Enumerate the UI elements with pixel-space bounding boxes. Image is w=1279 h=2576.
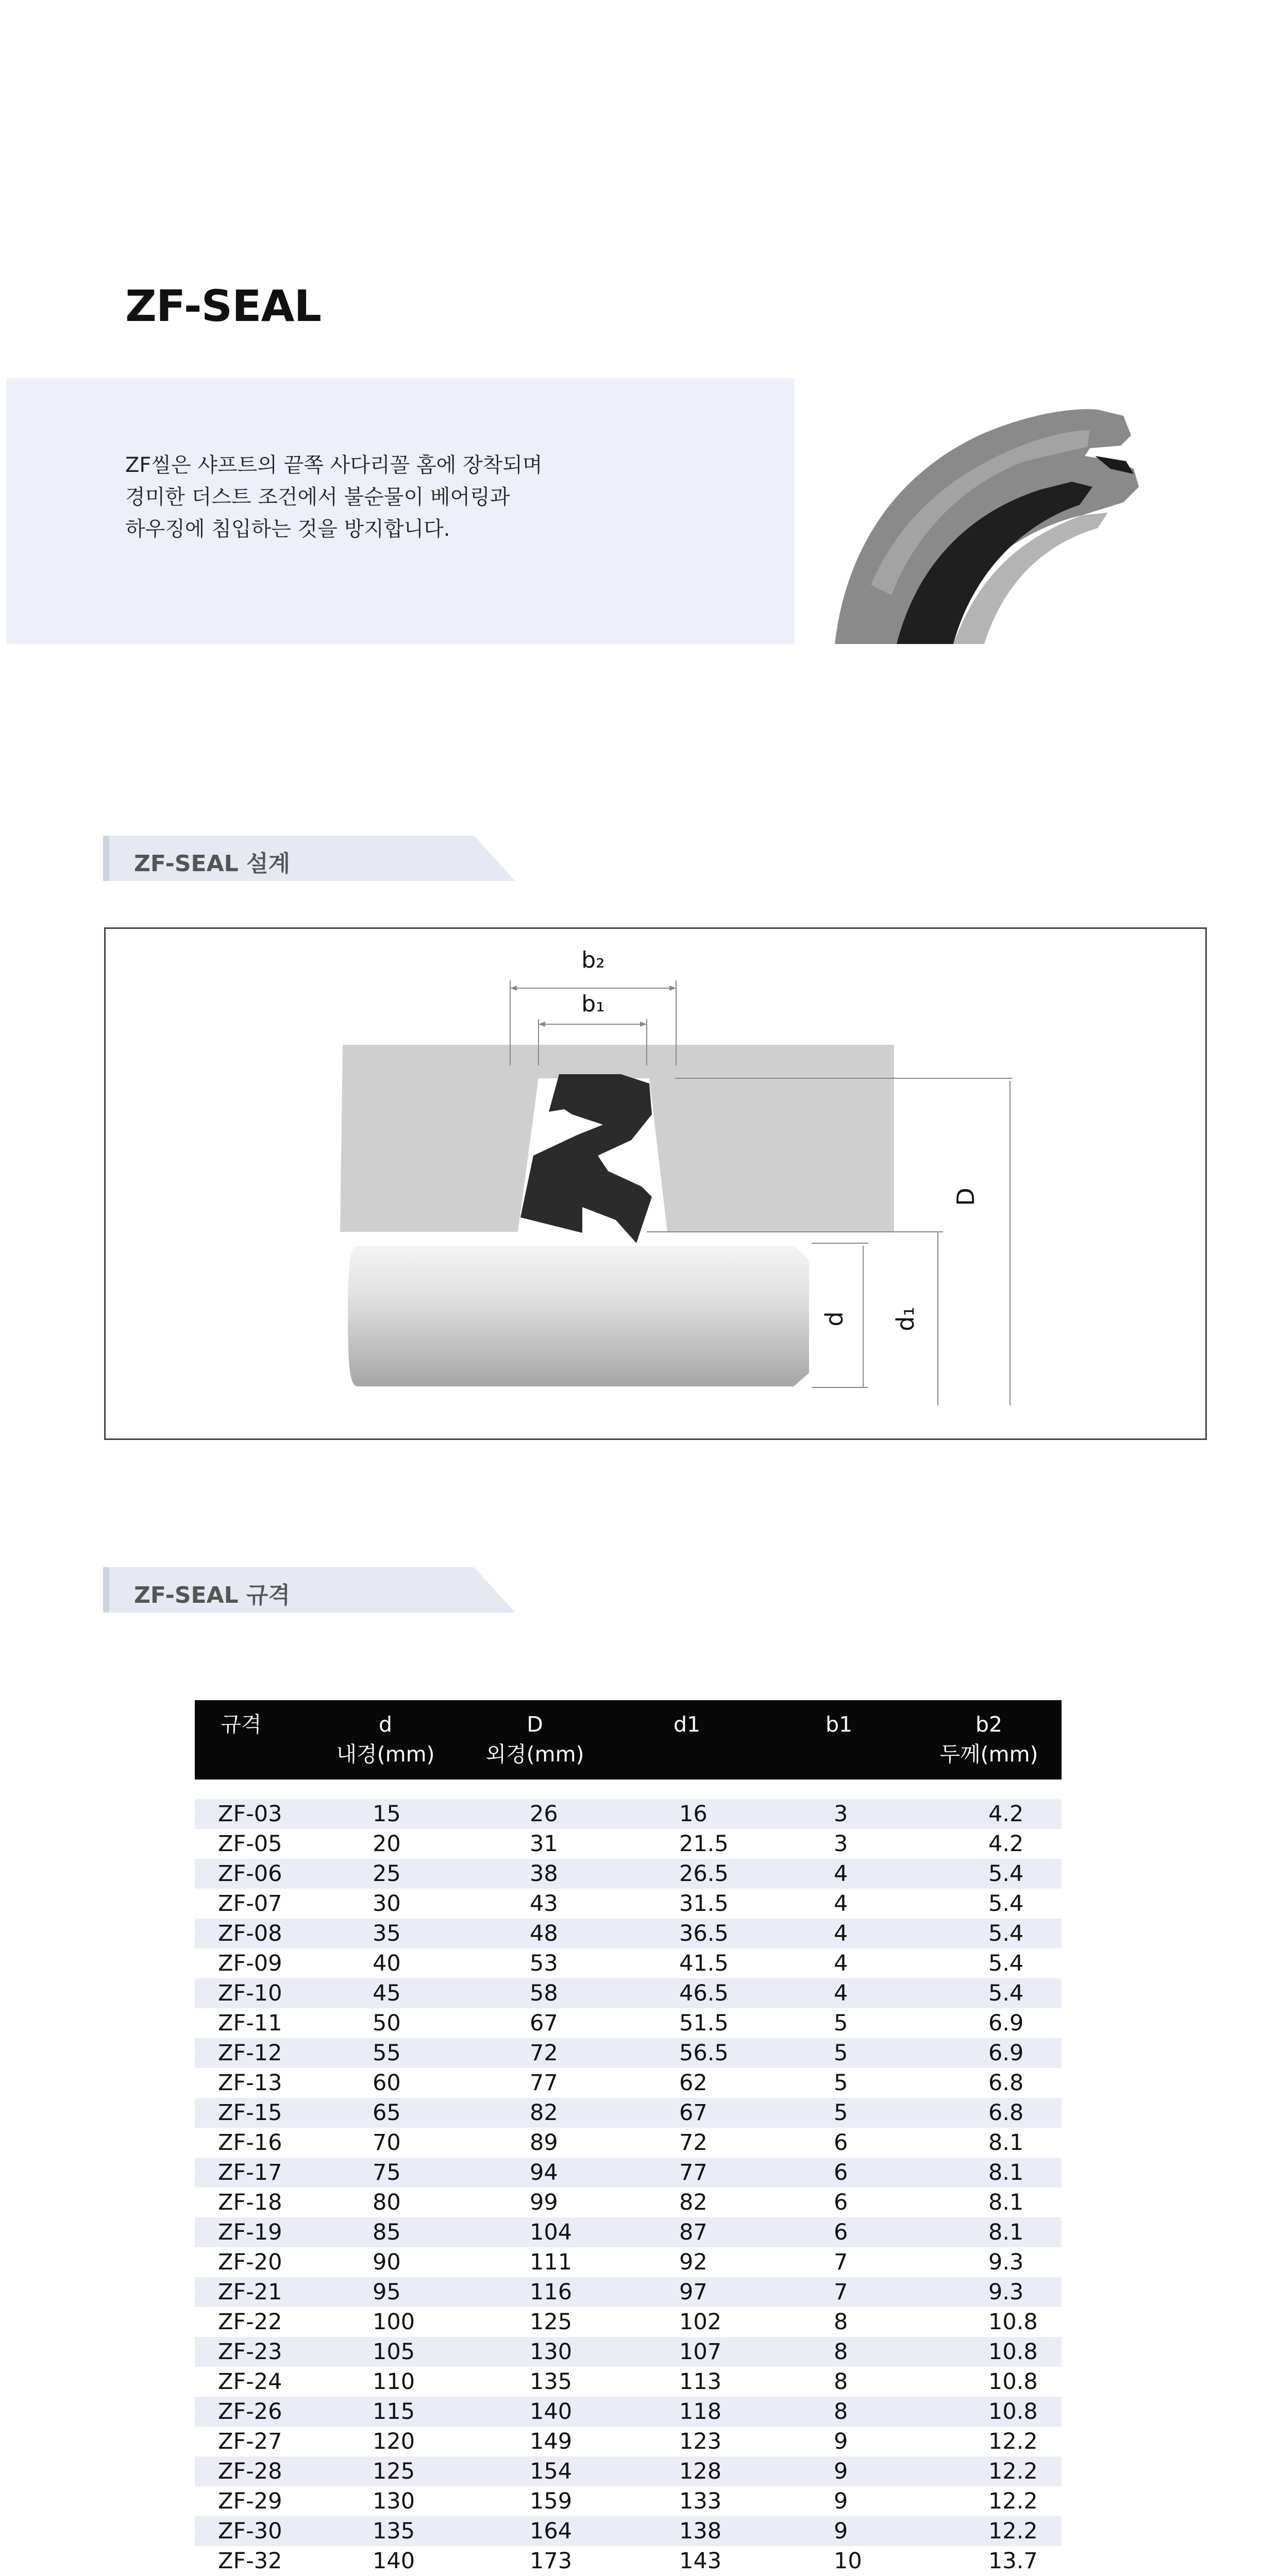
table-cell: 75 bbox=[373, 2160, 401, 2185]
table-row bbox=[195, 2217, 1062, 2247]
table-row bbox=[195, 2546, 1062, 2576]
table-cell: 41.5 bbox=[679, 1951, 729, 1976]
table-cell: 10.8 bbox=[988, 2399, 1038, 2425]
dim-label-b1: b₁ bbox=[581, 991, 605, 1017]
table-cell: ZF-06 bbox=[218, 1861, 282, 1887]
table-cell: 82 bbox=[530, 2100, 558, 2126]
table-cell: 13.7 bbox=[988, 2548, 1038, 2574]
table-cell: 30 bbox=[373, 1891, 401, 1917]
table-cell: 20 bbox=[373, 1831, 401, 1857]
table-cell: 36.5 bbox=[679, 1921, 729, 1946]
table-cell: 26 bbox=[530, 1801, 558, 1827]
table-cell: 65 bbox=[373, 2100, 401, 2126]
table-cell: 105 bbox=[373, 2339, 415, 2365]
table-cell: 3 bbox=[834, 1801, 848, 1827]
table-cell: 5 bbox=[834, 2010, 848, 2036]
table-row bbox=[195, 2098, 1062, 2128]
table-row bbox=[195, 2307, 1062, 2337]
table-cell: ZF-09 bbox=[218, 1951, 282, 1976]
table-cell: 7 bbox=[834, 2279, 848, 2305]
table-cell: ZF-29 bbox=[218, 2488, 282, 2514]
seal-3d-illustration bbox=[830, 358, 1190, 647]
table-cell: 130 bbox=[530, 2339, 573, 2365]
table-cell: 4 bbox=[834, 1891, 848, 1917]
table-cell: ZF-17 bbox=[218, 2160, 282, 2185]
table-cell: 48 bbox=[530, 1921, 558, 1946]
table-cell: ZF-07 bbox=[218, 1891, 282, 1917]
table-cell: ZF-28 bbox=[218, 2459, 282, 2484]
table-cell: 5 bbox=[834, 2100, 848, 2126]
table-cell: ZF-12 bbox=[218, 2040, 282, 2066]
table-cell: 8.1 bbox=[988, 2160, 1024, 2185]
table-cell: ZF-22 bbox=[218, 2309, 282, 2335]
table-cell: 110 bbox=[373, 2369, 415, 2395]
table-cell: 55 bbox=[373, 2040, 401, 2066]
table-row bbox=[195, 2188, 1062, 2217]
table-cell: ZF-15 bbox=[218, 2100, 282, 2126]
table-cell: 77 bbox=[530, 2070, 558, 2096]
table-cell: 89 bbox=[530, 2130, 558, 2156]
table-cell: 6.9 bbox=[988, 2010, 1024, 2036]
table-cell: 9 bbox=[834, 2459, 848, 2484]
table-cell: 164 bbox=[530, 2518, 573, 2544]
table-cell: 100 bbox=[373, 2309, 415, 2335]
table-cell: ZF-30 bbox=[218, 2518, 282, 2544]
table-cell: 82 bbox=[679, 2190, 708, 2215]
table-row bbox=[195, 1859, 1062, 1889]
table-cell: 10.8 bbox=[988, 2309, 1038, 2335]
table-cell: 3 bbox=[834, 1831, 848, 1857]
description-line: 경미한 더스트 조건에서 불순물이 베어링과 bbox=[125, 485, 510, 509]
table-row bbox=[195, 1799, 1062, 1829]
table-cell: 12.2 bbox=[988, 2518, 1038, 2544]
table-cell: 4.2 bbox=[988, 1831, 1024, 1857]
header-cell-d1: d1 bbox=[673, 1712, 701, 1737]
table-cell: ZF-32 bbox=[218, 2548, 282, 2574]
table-cell: 15 bbox=[373, 1801, 401, 1827]
table-cell: 12.2 bbox=[988, 2488, 1038, 2514]
table-cell: 38 bbox=[530, 1861, 558, 1887]
header-cell-b2: b2 두께(mm) bbox=[939, 1712, 1038, 1767]
header-cell-size: 규격 bbox=[221, 1712, 262, 1737]
table-cell: 6 bbox=[834, 2130, 848, 2156]
table-body bbox=[195, 1799, 1062, 2576]
table-cell: 58 bbox=[530, 1980, 558, 2006]
table-row bbox=[195, 2337, 1062, 2367]
table-cell: 8 bbox=[834, 2399, 848, 2425]
table-cell: 16 bbox=[679, 1801, 708, 1827]
table-cell: 95 bbox=[373, 2279, 401, 2305]
table-cell: ZF-11 bbox=[218, 2010, 282, 2036]
header-cell-b1: b1 bbox=[825, 1712, 853, 1737]
table-row bbox=[195, 2158, 1062, 2188]
section-label-design: ZF-SEAL 설계 bbox=[134, 851, 291, 877]
table-row bbox=[195, 1889, 1062, 1919]
table-cell: 8 bbox=[834, 2339, 848, 2365]
table-cell: 80 bbox=[373, 2190, 401, 2215]
table-cell: 10.8 bbox=[988, 2339, 1038, 2365]
table-cell: 99 bbox=[530, 2190, 558, 2215]
table-cell: 6 bbox=[834, 2160, 848, 2185]
table-cell: 45 bbox=[373, 1980, 401, 2006]
table-cell: 72 bbox=[679, 2130, 708, 2156]
table-cell: 6 bbox=[834, 2190, 848, 2215]
table-cell: 125 bbox=[373, 2459, 415, 2484]
table-cell: 135 bbox=[373, 2518, 415, 2544]
section-tab-design bbox=[103, 836, 515, 881]
table-cell: 62 bbox=[679, 2070, 708, 2096]
table-cell: 56.5 bbox=[679, 2040, 729, 2066]
table-cell: 6.8 bbox=[988, 2100, 1024, 2126]
table-cell: 128 bbox=[679, 2459, 722, 2484]
table-row bbox=[195, 2456, 1062, 2486]
table-cell: 138 bbox=[679, 2518, 722, 2544]
dim-label-b2: b₂ bbox=[581, 947, 605, 973]
table-cell: 94 bbox=[530, 2160, 558, 2185]
table-cell: ZF-27 bbox=[218, 2429, 282, 2454]
cross-section-diagram bbox=[104, 927, 1207, 1440]
table-cell: 12.2 bbox=[988, 2459, 1038, 2484]
table-cell: 102 bbox=[679, 2309, 722, 2335]
table-cell: 43 bbox=[530, 1891, 558, 1917]
table-cell: 92 bbox=[679, 2249, 708, 2275]
table-cell: 9 bbox=[834, 2488, 848, 2514]
table-cell: 35 bbox=[373, 1921, 401, 1946]
table-cell: 87 bbox=[679, 2219, 708, 2245]
description-line: ZF씰은 샤프트의 끝쪽 사다리꼴 홈에 장착되며 bbox=[125, 453, 543, 477]
table-cell: 125 bbox=[530, 2309, 573, 2335]
table-cell: 115 bbox=[373, 2399, 415, 2425]
table-row bbox=[195, 1829, 1062, 1859]
table-cell: 8.1 bbox=[988, 2130, 1024, 2156]
table-cell: 97 bbox=[679, 2279, 708, 2305]
table-cell: 6.9 bbox=[988, 2040, 1024, 2066]
table-cell: 25 bbox=[373, 1861, 401, 1887]
table-cell: 123 bbox=[679, 2429, 722, 2454]
table-row bbox=[195, 2247, 1062, 2277]
table-cell: ZF-16 bbox=[218, 2130, 282, 2156]
table-cell: 5.4 bbox=[988, 1861, 1024, 1887]
table-cell: 6.8 bbox=[988, 2070, 1024, 2096]
page-title: ZF-SEAL bbox=[125, 281, 321, 331]
header-cell-d: d 내경(mm) bbox=[336, 1712, 435, 1767]
table-cell: 9 bbox=[834, 2518, 848, 2544]
table-cell: ZF-26 bbox=[218, 2399, 282, 2425]
table-cell: 9 bbox=[834, 2429, 848, 2454]
table-cell: 46.5 bbox=[679, 1980, 729, 2006]
table-cell: 40 bbox=[373, 1951, 401, 1976]
table-row bbox=[195, 2277, 1062, 2307]
table-cell: ZF-24 bbox=[218, 2369, 282, 2395]
table-cell: 4 bbox=[834, 1861, 848, 1887]
table-cell: 113 bbox=[679, 2369, 722, 2395]
table-cell: ZF-13 bbox=[218, 2070, 282, 2096]
table-row bbox=[195, 2008, 1062, 2038]
table-cell: 4 bbox=[834, 1980, 848, 2006]
table-cell: ZF-10 bbox=[218, 1980, 282, 2006]
description-line: 하우징에 침입하는 것을 방지합니다. bbox=[125, 517, 450, 541]
table-cell: ZF-20 bbox=[218, 2249, 282, 2275]
table-cell: 77 bbox=[679, 2160, 708, 2185]
table-cell: 116 bbox=[530, 2279, 573, 2305]
table-cell: 5 bbox=[834, 2070, 848, 2096]
table-cell: 104 bbox=[530, 2219, 573, 2245]
table-cell: 12.2 bbox=[988, 2429, 1038, 2454]
table-cell: 67 bbox=[530, 2010, 558, 2036]
table-cell: 6 bbox=[834, 2219, 848, 2245]
table-cell: 60 bbox=[373, 2070, 401, 2096]
table-cell: 140 bbox=[530, 2399, 573, 2425]
table-cell: 7 bbox=[834, 2249, 848, 2275]
table-cell: 4.2 bbox=[988, 1801, 1024, 1827]
table-cell: 50 bbox=[373, 2010, 401, 2036]
table-row bbox=[195, 1978, 1062, 2008]
table-row bbox=[195, 2397, 1062, 2427]
dim-label-d: d bbox=[820, 1311, 848, 1327]
section-label-spec: ZF-SEAL 규격 bbox=[134, 1582, 291, 1608]
table-cell: 9.3 bbox=[988, 2279, 1024, 2305]
table-cell: 118 bbox=[679, 2399, 722, 2425]
table-cell: 9.3 bbox=[988, 2249, 1024, 2275]
table-cell: 149 bbox=[530, 2429, 573, 2454]
table-cell: 8 bbox=[834, 2309, 848, 2335]
table-cell: 26.5 bbox=[679, 1861, 729, 1887]
table-cell: 111 bbox=[530, 2249, 573, 2275]
table-cell: 173 bbox=[530, 2548, 573, 2574]
table-cell: 10 bbox=[834, 2548, 862, 2574]
table-cell: 85 bbox=[373, 2219, 401, 2245]
table-cell: 143 bbox=[679, 2548, 722, 2574]
table-cell: 51.5 bbox=[679, 2010, 729, 2036]
table-cell: 140 bbox=[373, 2548, 415, 2574]
table-cell: 4 bbox=[834, 1951, 848, 1976]
table-cell: ZF-18 bbox=[218, 2190, 282, 2215]
table-cell: 135 bbox=[530, 2369, 573, 2395]
table-cell: 21.5 bbox=[679, 1831, 729, 1857]
table-cell: 8 bbox=[834, 2369, 848, 2395]
shaft-shape bbox=[348, 1246, 809, 1386]
table-cell: 107 bbox=[679, 2339, 722, 2365]
intro-description bbox=[125, 449, 543, 545]
table-row bbox=[195, 2068, 1062, 2098]
table-row bbox=[195, 2128, 1062, 2158]
table-row bbox=[195, 2038, 1062, 2068]
table-cell: 70 bbox=[373, 2130, 401, 2156]
table-cell: 5 bbox=[834, 2040, 848, 2066]
table-cell: 5.4 bbox=[988, 1980, 1024, 2006]
dim-label-D: D bbox=[952, 1188, 980, 1206]
table-cell: 10.8 bbox=[988, 2369, 1038, 2395]
table-cell: 133 bbox=[679, 2488, 722, 2514]
table-cell: 154 bbox=[530, 2459, 573, 2484]
table-cell: 67 bbox=[679, 2100, 708, 2126]
table-cell: 72 bbox=[530, 2040, 558, 2066]
table-row bbox=[195, 2367, 1062, 2397]
table-cell: 90 bbox=[373, 2249, 401, 2275]
table-cell: 53 bbox=[530, 1951, 558, 1976]
table-cell: 31.5 bbox=[679, 1891, 729, 1917]
table-row bbox=[195, 1919, 1062, 1948]
table-cell: 120 bbox=[373, 2429, 415, 2454]
spec-table bbox=[195, 1700, 1062, 2574]
table-cell: 5.4 bbox=[988, 1951, 1024, 1976]
table-cell: 8.1 bbox=[988, 2190, 1024, 2215]
table-row bbox=[195, 2516, 1062, 2546]
table-cell: ZF-05 bbox=[218, 1831, 282, 1857]
table-cell: 5.4 bbox=[988, 1891, 1024, 1917]
table-cell: 159 bbox=[530, 2488, 573, 2514]
table-cell: 8.1 bbox=[988, 2219, 1024, 2245]
table-cell: 5.4 bbox=[988, 1921, 1024, 1946]
table-cell: 31 bbox=[530, 1831, 558, 1857]
table-cell: ZF-19 bbox=[218, 2219, 282, 2245]
table-header bbox=[195, 1700, 1062, 1780]
header-cell-D: D 외경(mm) bbox=[485, 1712, 584, 1767]
section-tab-spec bbox=[103, 1567, 515, 1613]
table-cell: 130 bbox=[373, 2488, 415, 2514]
table-cell: ZF-03 bbox=[218, 1801, 282, 1827]
table-cell: 4 bbox=[834, 1921, 848, 1946]
dim-label-d1: d₁ bbox=[891, 1307, 919, 1331]
seal-profile-shape bbox=[520, 1074, 652, 1243]
table-row bbox=[195, 1948, 1062, 1978]
table-cell: ZF-21 bbox=[218, 2279, 282, 2305]
table-row bbox=[195, 2486, 1062, 2516]
table-cell: ZF-23 bbox=[218, 2339, 282, 2365]
table-cell: ZF-08 bbox=[218, 1921, 282, 1946]
table-row bbox=[195, 2427, 1062, 2456]
